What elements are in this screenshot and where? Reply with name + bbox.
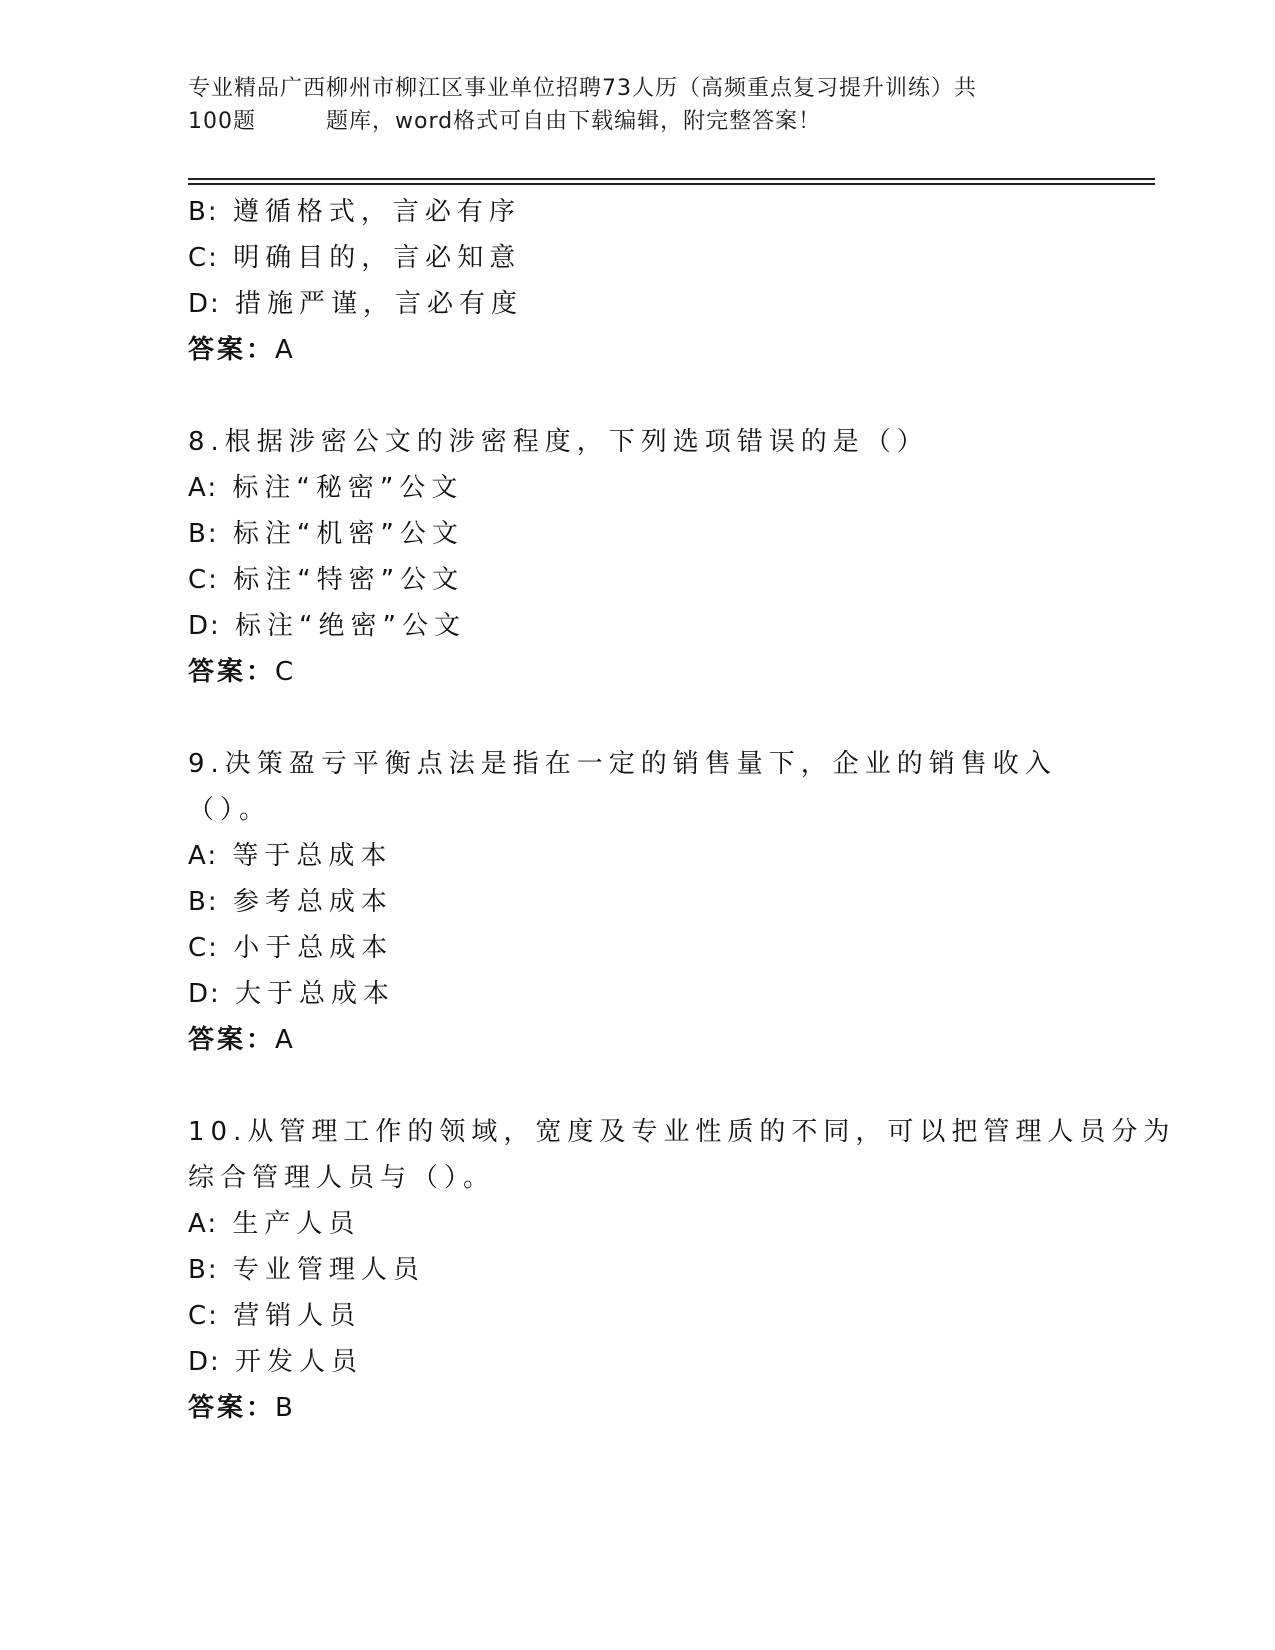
option-b: B: 专业管理人员 [188,1255,425,1285]
answer-line: 答案：C [188,657,297,687]
option-d: D: 大于总成本 [188,979,396,1009]
document-header [188,72,1088,138]
answer-line: 答案：A [188,1025,296,1055]
header-divider-top [188,178,1155,180]
option-b: B: 遵循格式，言必有序 [188,197,521,227]
option-d: D: 开发人员 [188,1347,364,1377]
option-a: A: 生产人员 [188,1209,361,1239]
question-stem: 9.决策盈亏平衡点法是指在一定的销售量下，企业的销售收入（）。 [188,749,1057,825]
option-c: C: 标注“特密”公文 [188,565,465,595]
option-c: C: 小于总成本 [188,933,394,963]
header-count: 100题 [188,109,256,134]
option-c: C: 营销人员 [188,1301,362,1331]
question-stem-line1: 10.从管理工作的领域，宽度及专业性质的不同，可以把管理人员分为 [188,1117,1176,1147]
header-subtitle: 题库，word格式可自由下载编辑，附完整答案！ [326,109,822,134]
option-d: D: 措施严谨，言必有度 [188,289,524,319]
answer-line: 答案：A [188,335,296,365]
header-title-line1: 专业精品广西柳州市柳江区事业单位招聘73人历（高频重点复习提升训练）共 [188,76,977,101]
question-stem: 8.根据涉密公文的涉密程度，下列选项错误的是（） [188,427,929,457]
question-10 [188,1109,1176,1431]
question-9 [188,741,1148,1063]
option-a: A: 等于总成本 [188,841,393,871]
question-7-continuation [188,189,1148,373]
header-title-line2 [188,105,1088,138]
answer-line: 答案：B [188,1393,296,1423]
option-a: A: 标注“秘密”公文 [188,473,464,503]
question-stem-line2: 综合管理人员与（）。 [188,1163,496,1193]
option-c: C: 明确目的，言必知意 [188,243,522,273]
header-divider-bottom [188,183,1155,185]
option-b: B: 参考总成本 [188,887,393,917]
option-b: B: 标注“机密”公文 [188,519,464,549]
question-list [188,189,1176,1431]
question-8 [188,419,1148,695]
option-d: D: 标注“绝密”公文 [188,611,466,641]
